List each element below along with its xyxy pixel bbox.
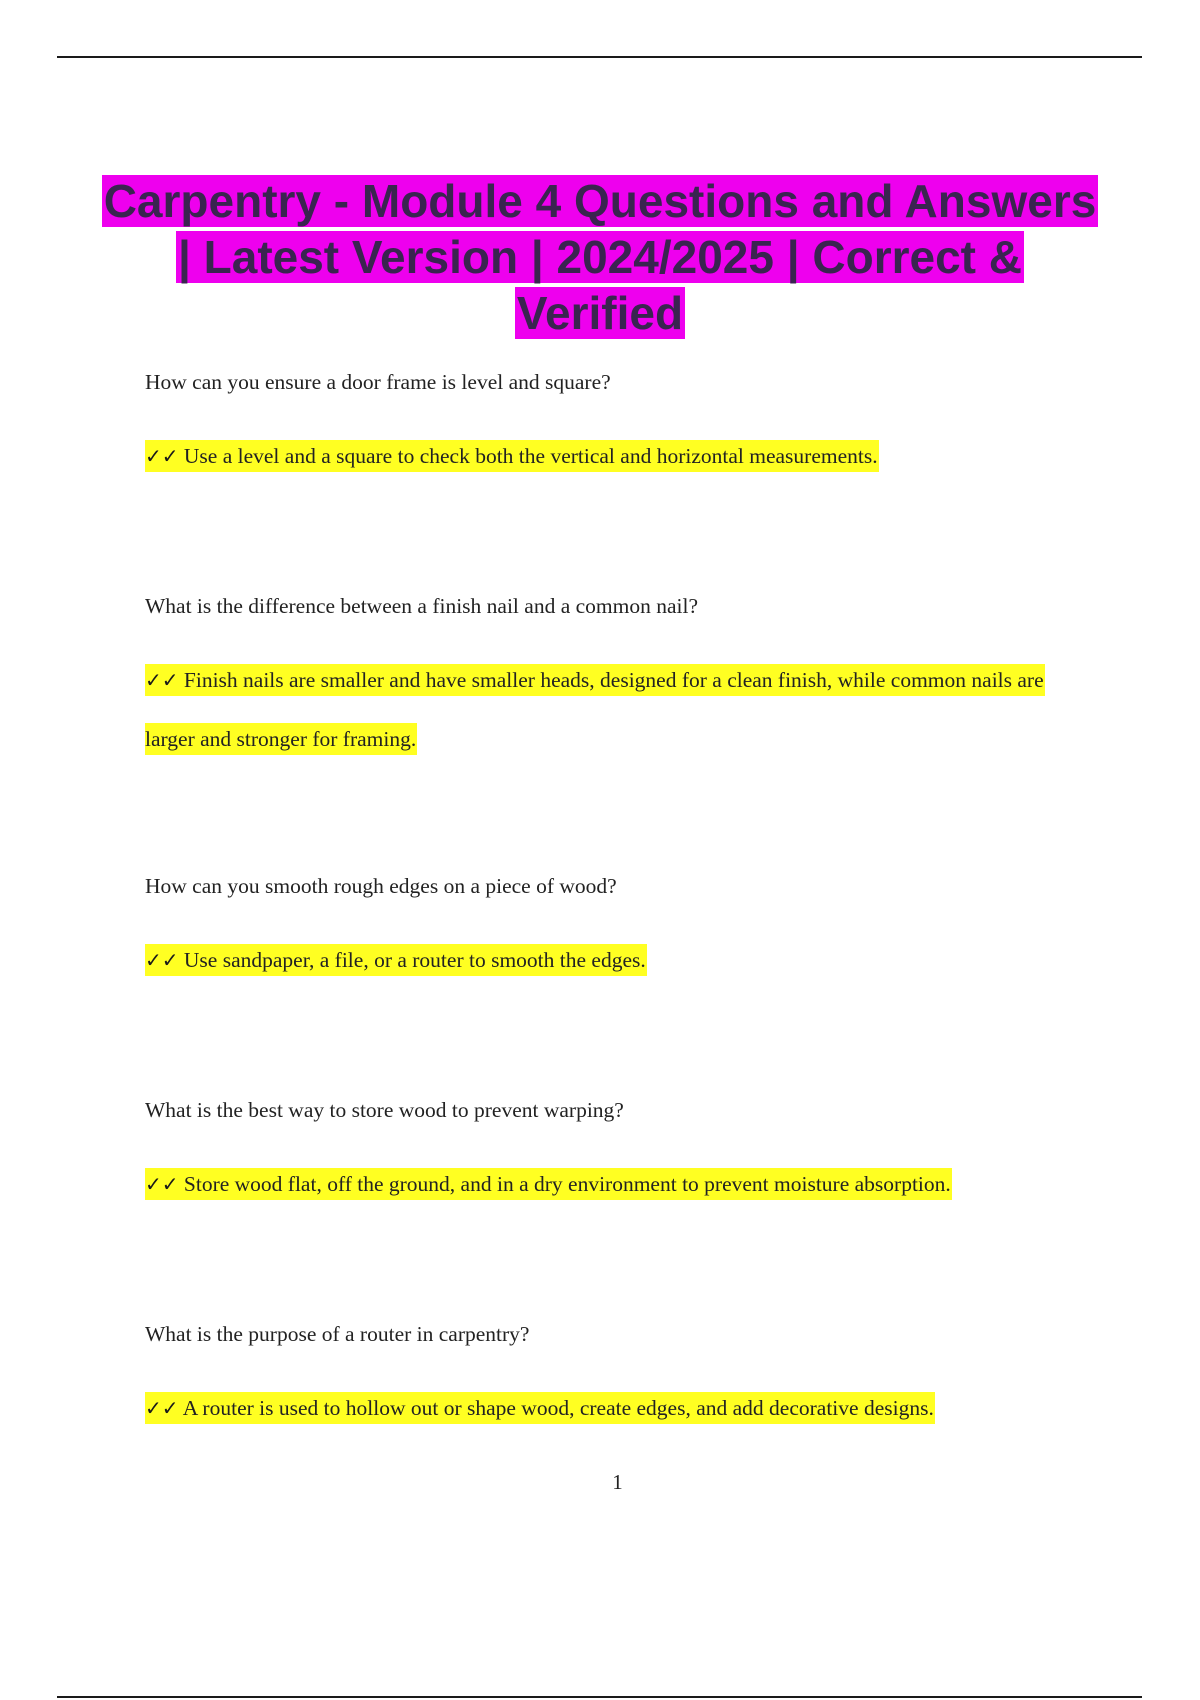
- question-text: What is the purpose of a router in carpentry?: [145, 1322, 530, 1346]
- answer-block: [145, 1379, 1075, 1438]
- qa-item: [145, 1096, 1075, 1214]
- top-rule: [57, 56, 1142, 58]
- answer-highlight: [145, 944, 647, 976]
- answer-block: [145, 651, 1075, 769]
- page-number: 1: [612, 1470, 623, 1494]
- answer-text: A router is used to hollow out or shape wood, create edges, and add decorative designs.: [182, 1396, 934, 1420]
- title-highlight: Carpentry - Module 4 Questions and Answers | Latest Version | 2024/2025 | Correct & Verified: [103, 174, 1097, 339]
- bottom-rule: [57, 1696, 1142, 1698]
- answer-text: Store wood flat, off the ground, and in a dry environment to prevent moisture absorption.: [183, 1172, 951, 1196]
- answer-text: Use a level and a square to check both the vertical and horizontal measurements.: [183, 444, 878, 468]
- qa-item: [145, 368, 1075, 486]
- answer-block: [145, 1155, 1075, 1214]
- question-text: How can you smooth rough edges on a piece of wood?: [145, 874, 617, 898]
- check-icon: ✓✓: [145, 444, 179, 468]
- answer-text: Use sandpaper, a file, or a router to smooth the edges.: [183, 948, 646, 972]
- check-icon: ✓✓: [145, 668, 179, 692]
- qa-item: [145, 592, 1075, 769]
- answer-highlight: [145, 664, 1045, 755]
- answer-highlight: [145, 1168, 952, 1200]
- document-title: [100, 173, 1100, 341]
- qa-item: [145, 1320, 1075, 1438]
- check-icon: ✓✓: [145, 1172, 179, 1196]
- answer-highlight: [145, 1392, 935, 1424]
- question-text: What is the best way to store wood to prevent warping?: [145, 1098, 624, 1122]
- qa-item: [145, 872, 1075, 990]
- answer-text: Finish nails are smaller and have smaller heads, designed for a clean finish, while common nails are larger and stronger for framing.: [145, 668, 1044, 751]
- question-text: What is the difference between a finish nail and a common nail?: [145, 594, 699, 618]
- answer-highlight: [145, 440, 879, 472]
- check-icon: ✓✓: [145, 948, 179, 972]
- check-icon: ✓✓: [145, 1396, 179, 1420]
- question-text: How can you ensure a door frame is level and square?: [145, 370, 611, 394]
- answer-block: [145, 427, 1075, 486]
- answer-block: [145, 931, 1075, 990]
